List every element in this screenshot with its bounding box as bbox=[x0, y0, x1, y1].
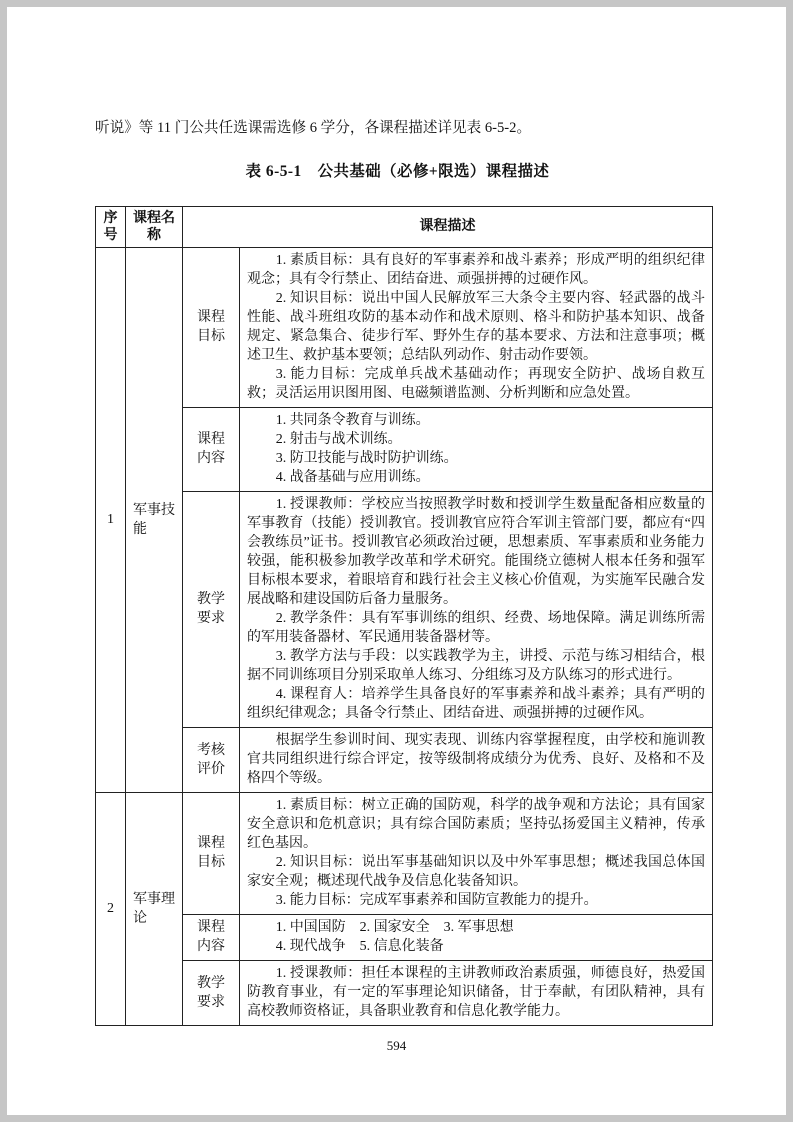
page-number: 594 bbox=[386, 1038, 407, 1053]
section-label-text: 教学要求 bbox=[197, 975, 225, 1010]
table-row bbox=[96, 914, 713, 960]
content-paragraph: 1. 中国国防 2. 国家安全 3. 军事思想 bbox=[275, 919, 514, 935]
table-title: 表 6-5-1 公共基础（必修+限选）课程描述 bbox=[245, 162, 550, 180]
section-label-cell bbox=[183, 247, 240, 407]
header-description: 课程描述 bbox=[183, 206, 713, 247]
section-content-cell bbox=[240, 491, 713, 727]
intro-paragraph: 听说》等 11 门公共任选课需选修 6 学分，各课程描述详见表 6-5-2。 bbox=[95, 119, 532, 136]
section-content-cell bbox=[240, 407, 713, 491]
section-label-cell bbox=[183, 960, 240, 1025]
page-content bbox=[7, 7, 786, 1026]
course-name-cell bbox=[126, 792, 183, 1025]
section-content-cell bbox=[240, 914, 713, 960]
section-label-text: 课程内容 bbox=[197, 920, 225, 955]
section-label-text: 课程目标 bbox=[197, 310, 225, 345]
section-label-text: 课程目标 bbox=[197, 836, 225, 871]
content-paragraph: 4. 现代战争 5. 信息化装备 bbox=[275, 938, 444, 954]
row-number-cell: 2 bbox=[96, 792, 126, 1025]
section-label-cell bbox=[183, 727, 240, 792]
content-paragraph: 1. 授课教师：学校应当按照教学时数和授训学生数量配备相应数量的军事教育（技能）授训教官。授训教官应符合军训主管部门要，都应有“四会教练员”证书。授训教官必须政治过硬，思想素质、军事素质和业务能力较强，能积极参加教学改革和学术研究。能围绕立德树人根本任务和强军目标根本要求，着眼培育和践行社会主义核心价值观，为实施军民融合发展战略和建设国防后备力量服务。 bbox=[247, 496, 705, 607]
content-paragraph: 2. 知识目标：说出中国人民解放军三大条令主要内容、轻武器的战斗性能、战斗班组攻防的基本动作和战术原则、格斗和防护基本知识、战备规定、紧急集合、徒步行军、野外生存的基本要求、方法和注意事项；概述卫生、救护基本要领；总结队列动作、射击动作要领。 bbox=[247, 290, 705, 363]
section-content-cell bbox=[240, 960, 713, 1025]
table-row bbox=[96, 491, 713, 727]
table-row bbox=[96, 960, 713, 1025]
row-number-cell: 1 bbox=[96, 247, 126, 792]
table-row bbox=[96, 407, 713, 491]
section-label-cell bbox=[183, 491, 240, 727]
course-description-table bbox=[95, 206, 713, 1026]
section-label-cell bbox=[183, 792, 240, 914]
content-paragraph: 1. 素质目标：具有良好的军事素养和战斗素养；形成严明的组织纪律观念；具有令行禁止、团结奋进、顽强拼搏的过硬作风。 bbox=[247, 252, 705, 287]
section-label-text: 教学要求 bbox=[197, 592, 225, 627]
section-content-cell bbox=[240, 727, 713, 792]
section-content-cell bbox=[240, 792, 713, 914]
section-label-text: 考核评价 bbox=[197, 742, 225, 777]
course-name-text: 军事理论 bbox=[133, 891, 175, 926]
content-paragraph: 2. 教学条件：具有军事训练的组织、经费、场地保障。满足训练所需的军用装备器材、军民通用装备器材等。 bbox=[247, 610, 705, 645]
section-label-text: 课程内容 bbox=[197, 432, 225, 467]
content-paragraph: 4. 战备基础与应用训练。 bbox=[275, 469, 430, 485]
content-paragraph: 1. 共同条令教育与训练。 bbox=[275, 412, 430, 428]
content-paragraph: 3. 防卫技能与战时防护训练。 bbox=[275, 450, 458, 466]
content-paragraph: 4. 课程育人：培养学生具备良好的军事素养和战斗素养；具有严明的组织纪律观念；具备令行禁止、团结奋进、顽强拼搏的过硬作风。 bbox=[247, 686, 705, 721]
content-paragraph: 根据学生参训时间、现实表现、训练内容掌握程度，由学校和施训教官共同组织进行综合评定，按等级制将成绩分为优秀、良好、及格和不及格四个等级。 bbox=[247, 732, 705, 786]
header-no: 序号 bbox=[96, 206, 126, 247]
content-paragraph: 3. 能力目标：完成军事素养和国防宣教能力的提升。 bbox=[275, 892, 598, 908]
content-paragraph: 2. 知识目标：说出军事基础知识以及中外军事思想；概述我国总体国家安全观；概述现代战争及信息化装备知识。 bbox=[247, 854, 705, 889]
content-paragraph: 3. 能力目标：完成单兵战术基础动作；再现安全防护、战场自救互救；灵活运用识图用图、电磁频谱监测、分析判断和应急处置。 bbox=[247, 366, 705, 401]
course-name-cell bbox=[126, 247, 183, 792]
table-row bbox=[96, 792, 713, 914]
header-course-name: 课程名称 bbox=[126, 206, 183, 247]
content-paragraph: 3. 教学方法与手段：以实践教学为主，讲授、示范与练习相结合，根据不同训练项目分别采取单人练习、分组练习及方队练习的形式进行。 bbox=[247, 648, 705, 683]
content-paragraph: 1. 授课教师：担任本课程的主讲教师政治素质强，师德良好，热爱国防教育事业，有一定的军事理论知识储备，甘于奉献，有团队精神，具有高校教师资格证，具备职业教育和信息化教学能力。 bbox=[247, 965, 705, 1019]
content-paragraph: 1. 素质目标：树立正确的国防观，科学的战争观和方法论；具有国家安全意识和危机意识；具有综合国防素质；坚持弘扬爱国主义精神，传承红色基因。 bbox=[247, 797, 705, 851]
section-label-cell bbox=[183, 914, 240, 960]
content-paragraph: 2. 射击与战术训练。 bbox=[275, 431, 402, 447]
section-label-cell bbox=[183, 407, 240, 491]
table-header-row bbox=[96, 206, 713, 247]
table-row bbox=[96, 727, 713, 792]
document-page bbox=[7, 7, 786, 1115]
table-row bbox=[96, 247, 713, 407]
section-content-cell bbox=[240, 247, 713, 407]
course-name-text: 军事技能 bbox=[133, 502, 175, 537]
